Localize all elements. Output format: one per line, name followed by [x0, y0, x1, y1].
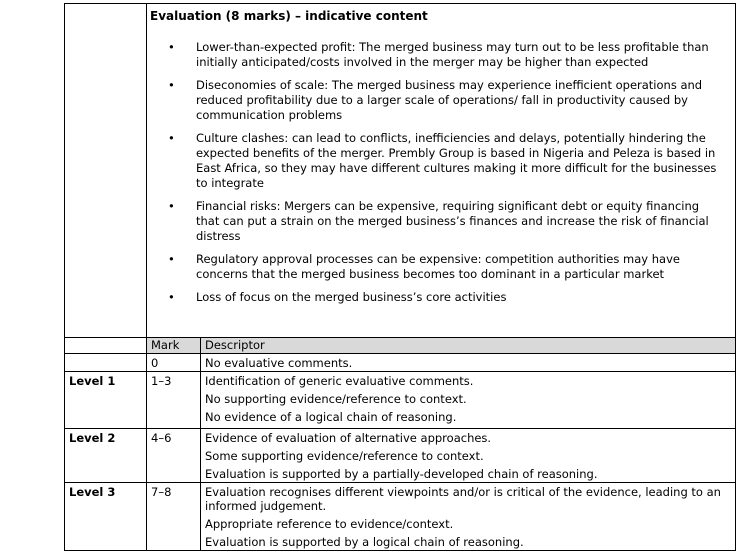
bullet-item — [150, 40, 729, 70]
bullet-text: Regulatory approval processes can be expensive: competition authorities may have concerns that the merged business becomes too dominant in a particular market — [196, 252, 680, 281]
bullet-item — [150, 78, 729, 123]
row-level3-label-cell: Level 3 — [65, 483, 147, 550]
bullet-text: Lower-than-expected profit: The merged business may turn out to be less profitable than initially anticipated/costs involved in the merger may be higher than expected — [196, 40, 709, 69]
descriptor-line: No evaluative comments. — [205, 356, 353, 370]
header-blank-cell — [65, 338, 147, 354]
bullet-icon — [168, 40, 196, 70]
row-level3-mark-cell: 7–8 — [147, 483, 201, 550]
column-header-descriptor: Descriptor — [201, 338, 735, 354]
row-level1-mark-cell: 1–3 — [147, 372, 201, 429]
evaluation-title: Evaluation (8 marks) – indicative content — [150, 9, 428, 23]
row-level1-descriptor-cell — [201, 372, 735, 429]
descriptor-line: Identification of generic evaluative comments. — [205, 374, 474, 388]
descriptor-line: Evaluation recognises different viewpoints and/or is critical of the evidence, leading to an informed judgement. — [205, 485, 721, 513]
bullet-text: Loss of focus on the merged business’s core activities — [196, 290, 507, 304]
top-left-empty-cell — [65, 4, 147, 338]
bullet-text: Culture clashes: can lead to conflicts, inefficiencies and delays, potentially hindering the expected benefits of the merger. Prembly Group is based in Nigeria and Peleza is based in East Africa, so they may have different cultures making it more difficult for the businesses to integrate — [196, 131, 717, 190]
row-level2-descriptor-cell — [201, 429, 735, 483]
row-level2-mark-cell: 4–6 — [147, 429, 201, 483]
descriptor-line: Evaluation is supported by a logical chain of reasoning. — [205, 535, 524, 549]
bullet-icon — [168, 78, 196, 123]
row-0-mark-cell: 0 — [147, 354, 201, 372]
bullet-item — [150, 252, 729, 282]
bullet-text: Diseconomies of scale: The merged business may experience inefficient operations and reduced profitability due to a larger scale of operations/ fall in productivity caused by communication problems — [196, 78, 703, 122]
row-0-descriptor-cell — [201, 354, 735, 372]
descriptor-line: No supporting evidence/reference to context. — [205, 392, 467, 406]
bullet-icon — [168, 199, 196, 244]
descriptor-line: No evidence of a logical chain of reasoning. — [205, 410, 457, 424]
row-level3-descriptor-cell — [201, 483, 735, 550]
bullet-icon — [168, 290, 196, 305]
bullet-item — [150, 290, 729, 305]
row-level2-label-cell: Level 2 — [65, 429, 147, 483]
indicative-bullet-list — [150, 40, 729, 305]
descriptor-line: Evidence of evaluation of alternative approaches. — [205, 431, 492, 445]
bullet-item — [150, 131, 729, 191]
descriptor-line: Some supporting evidence/reference to context. — [205, 449, 484, 463]
bullet-icon — [168, 131, 196, 191]
descriptor-line: Evaluation is supported by a partially-developed chain of reasoning. — [205, 467, 598, 481]
descriptor-line: Appropriate reference to evidence/context. — [205, 517, 454, 531]
column-header-mark: Mark — [147, 338, 201, 354]
bullet-text: Financial risks: Mergers can be expensive, requiring significant debt or equity financing that can put a strain on the merged business’s finances and increase the risk of financial distress — [196, 199, 709, 243]
mark-scheme-table — [64, 3, 736, 551]
bullet-item — [150, 199, 729, 244]
bullet-icon — [168, 252, 196, 282]
row-0-level-cell — [65, 354, 147, 372]
indicative-content-cell — [147, 4, 735, 338]
row-level1-label-cell: Level 1 — [65, 372, 147, 429]
